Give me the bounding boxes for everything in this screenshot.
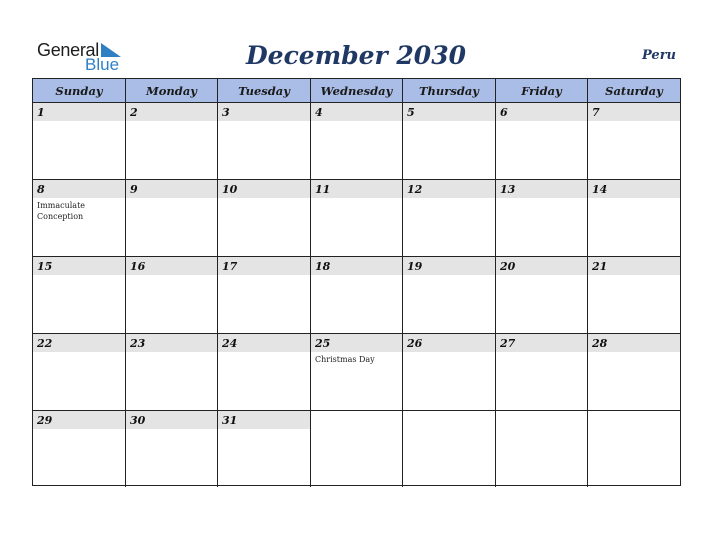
day-number: 4 xyxy=(315,106,323,119)
day-cell-monday xyxy=(126,334,218,410)
day-cell-tuesday xyxy=(218,103,311,179)
day-number-bar xyxy=(588,257,680,275)
day-cell-monday xyxy=(126,103,218,179)
day-number-bar xyxy=(496,257,587,275)
day-number-bar xyxy=(403,103,495,121)
day-cell-tuesday xyxy=(218,180,311,256)
country-label: Peru xyxy=(642,48,676,63)
day-number: 20 xyxy=(500,260,516,273)
day-cell-thursday xyxy=(403,103,496,179)
week-row xyxy=(33,103,680,180)
day-number-bar xyxy=(218,334,310,352)
day-number-bar xyxy=(33,180,125,198)
day-number: 26 xyxy=(407,337,423,350)
weekday-wednesday: Wednesday xyxy=(311,79,403,102)
day-cell-friday xyxy=(496,257,588,333)
day-number-bar xyxy=(311,334,402,352)
day-number: 28 xyxy=(592,337,608,350)
day-number: 19 xyxy=(407,260,423,273)
day-cell-thursday xyxy=(403,257,496,333)
day-cell-friday xyxy=(496,103,588,179)
day-number: 14 xyxy=(592,183,608,196)
day-cell-saturday xyxy=(588,257,680,333)
day-cell-thursday xyxy=(403,180,496,256)
day-cell-wednesday xyxy=(311,411,403,487)
day-cell-saturday xyxy=(588,411,680,487)
day-cell-thursday xyxy=(403,334,496,410)
day-number: 7 xyxy=(592,106,600,119)
weekday-monday: Monday xyxy=(126,79,218,102)
day-number-bar xyxy=(588,334,680,352)
day-cell-sunday xyxy=(33,103,126,179)
day-cell-monday xyxy=(126,411,218,487)
day-number-bar xyxy=(33,103,125,121)
day-cell-saturday xyxy=(588,334,680,410)
day-number-bar xyxy=(588,180,680,198)
day-number-bar xyxy=(311,180,402,198)
day-number-bar xyxy=(33,257,125,275)
calendar-title: December 2030 xyxy=(245,41,466,70)
day-number-bar xyxy=(33,411,125,429)
day-cell-tuesday xyxy=(218,257,311,333)
day-number-bar xyxy=(311,257,402,275)
day-number: 27 xyxy=(500,337,516,350)
day-number-bar xyxy=(218,103,310,121)
day-number-bar xyxy=(126,411,217,429)
day-number-bar xyxy=(403,180,495,198)
day-number: 5 xyxy=(407,106,415,119)
day-number: 12 xyxy=(407,183,423,196)
day-cell-monday xyxy=(126,180,218,256)
day-number-bar xyxy=(588,103,680,121)
day-cell-wednesday xyxy=(311,257,403,333)
day-number: 16 xyxy=(130,260,146,273)
weekday-thursday: Thursday xyxy=(403,79,496,102)
day-number: 31 xyxy=(222,414,238,427)
day-number: 22 xyxy=(37,337,53,350)
day-number: 1 xyxy=(37,106,45,119)
week-row xyxy=(33,411,680,488)
day-number-bar xyxy=(218,257,310,275)
holiday-label: Immaculate Conception xyxy=(37,201,86,221)
week-row xyxy=(33,257,680,334)
day-number: 2 xyxy=(130,106,138,119)
day-cell-friday xyxy=(496,334,588,410)
day-cell-wednesday xyxy=(311,103,403,179)
day-cell-sunday xyxy=(33,334,126,410)
day-cell-friday xyxy=(496,180,588,256)
weekday-tuesday: Tuesday xyxy=(218,79,311,102)
day-number: 24 xyxy=(222,337,238,350)
weekday-saturday: Saturday xyxy=(605,84,663,98)
day-cell-saturday xyxy=(588,180,680,256)
day-cell-wednesday xyxy=(311,334,403,410)
logo-general-text: General xyxy=(37,40,99,60)
day-cell-friday xyxy=(496,411,588,487)
day-number-bar xyxy=(218,180,310,198)
day-number-bar xyxy=(126,334,217,352)
day-number: 6 xyxy=(500,106,508,119)
weekday-sunday: Sunday xyxy=(33,79,126,102)
day-cell-wednesday xyxy=(311,180,403,256)
day-number-bar xyxy=(496,180,587,198)
day-cell-monday xyxy=(126,257,218,333)
day-number-bar xyxy=(311,103,402,121)
day-cell-sunday xyxy=(33,257,126,333)
day-number: 18 xyxy=(315,260,331,273)
day-number: 10 xyxy=(222,183,238,196)
day-cell-saturday xyxy=(588,103,680,179)
day-number-bar xyxy=(496,334,587,352)
week-row xyxy=(33,180,680,257)
day-number-bar xyxy=(126,103,217,121)
day-cell-thursday xyxy=(403,411,496,487)
day-number: 23 xyxy=(130,337,146,350)
weekday-header-row xyxy=(33,79,680,103)
day-number-bar xyxy=(403,334,495,352)
day-number-bar xyxy=(126,257,217,275)
day-number-bar xyxy=(496,103,587,121)
holiday-label: Christmas Day xyxy=(315,355,375,364)
weekday-friday: Friday xyxy=(496,79,588,102)
calendar-grid xyxy=(32,78,681,486)
day-number: 11 xyxy=(315,183,331,196)
day-number: 25 xyxy=(315,337,331,350)
logo-blue-text: Blue xyxy=(85,55,120,74)
day-number-bar xyxy=(33,334,125,352)
day-cell-tuesday xyxy=(218,334,311,410)
day-number: 9 xyxy=(130,183,138,196)
day-cell-tuesday xyxy=(218,411,311,487)
day-number: 8 xyxy=(37,183,45,196)
day-number-bar xyxy=(403,257,495,275)
day-cell-sunday xyxy=(33,411,126,487)
day-number: 13 xyxy=(500,183,516,196)
day-number: 30 xyxy=(130,414,146,427)
day-number-bar xyxy=(126,180,217,198)
day-number: 3 xyxy=(222,106,230,119)
day-number: 29 xyxy=(37,414,53,427)
day-cell-sunday xyxy=(33,180,126,256)
week-row xyxy=(33,334,680,411)
day-number: 15 xyxy=(37,260,53,273)
day-number-bar xyxy=(218,411,310,429)
day-number: 17 xyxy=(222,260,238,273)
day-number: 21 xyxy=(592,260,608,273)
